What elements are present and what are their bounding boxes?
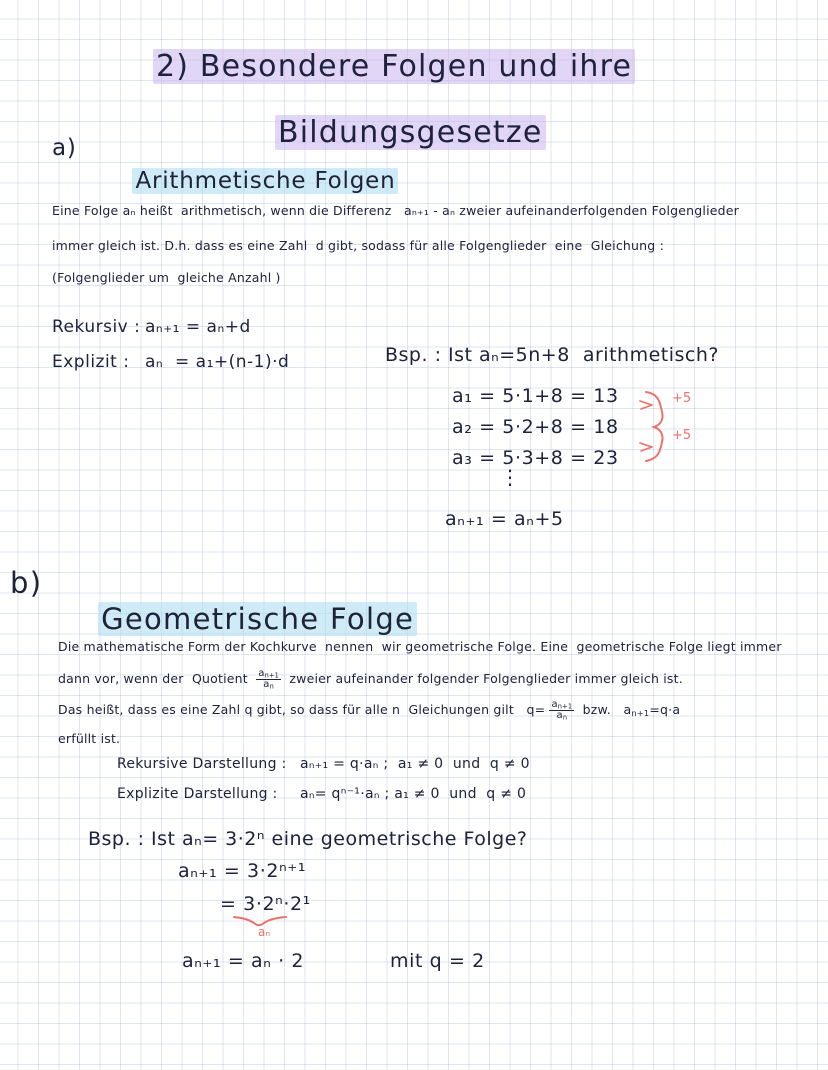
section-a-heading-highlight: Arithmetische Folgen [132, 168, 398, 194]
section-a-example-prompt: Bsp. : Ist aₙ=5n+8 arithmetisch? [385, 344, 719, 366]
section-b-definition-line-4: erfüllt ist. [58, 731, 121, 746]
section-b-heading [56, 565, 417, 674]
section-a-example-line-2: a₂ = 5·2+8 = 18 [452, 416, 619, 438]
section-b-example-line-1: aₙ₊₁ = 3·2ⁿ⁺¹ [178, 860, 307, 882]
section-b-label: b) [10, 566, 43, 600]
section-b-example-conclusion: aₙ₊₁ = aₙ · 2 [182, 950, 305, 972]
section-b-recursive-label: Rekursive Darstellung : [117, 756, 287, 772]
section-a-explicit-label: Explizit : [52, 352, 130, 372]
section-a-example-line-1: a₁ = 5·1+8 = 13 [452, 385, 619, 407]
red-brace-icon [646, 392, 663, 461]
section-a-vertical-dots: ⋮ [500, 465, 520, 489]
section-a-definition-line-3: (Folgenglieder um gleiche Anzahl ) [52, 270, 281, 285]
section-a-annotation-2: +5 [672, 428, 692, 443]
section-b-definition-line-3: Das heißt, dass es eine Zahl q gibt, so dass für alle n Gleichungen gilt q= $\frac{a_{n+1}}{a_n}$ bzw. $a_{n+1}=q\cdot a$ [58, 699, 681, 722]
fraction-an1-an: $\frac{a_{n+1}}{a_n}$ [258, 668, 280, 691]
section-a-recursive-formula: aₙ₊₁ = aₙ+d [145, 317, 251, 337]
section-b-example-line-2: = 3·2ⁿ·2¹ [220, 893, 311, 915]
section-a-example-line-3: a₃ = 5·3+8 = 23 [452, 447, 619, 469]
section-b-recursive-formula: aₙ₊₁ = q·aₙ ; a₁ ≠ 0 und q ≠ 0 [300, 756, 530, 772]
section-b-example-prompt: Bsp. : Ist aₙ= 3·2ⁿ eine geometrische Folge? [88, 828, 528, 850]
section-a-label: a) [52, 135, 77, 161]
section-b-example-conclusion-note: mit q = 2 [390, 950, 485, 972]
red-underbrace-icon [234, 917, 286, 925]
section-a-definition-line-1: Eine Folge aₙ heißt arithmetisch, wenn die Differenz aₙ₊₁ - aₙ zweier aufeinanderfolgenden Folgenglieder [52, 203, 740, 218]
section-b-definition-line-1: Die mathematische Form der Kochkurve nennen wir geometrische Folge. Eine geometrische Folge liegt immer [58, 639, 782, 654]
section-b-explicit-label: Explizite Darstellung : [117, 786, 278, 802]
title-highlight-2: Bildungsgesetze [275, 115, 546, 150]
section-a-annotation-1: +5 [672, 391, 692, 406]
section-a-definition-line-2: immer gleich ist. D.h. dass es eine Zahl d gibt, sodass für alle Folgenglieder eine Gleichung : [52, 238, 665, 253]
section-b-definition-line-2: dann vor, wenn der Quotient $\frac{a_{n+1}}{a_n}$ zweier aufeinander folgender Folgenglieder immer gleich ist. [58, 668, 683, 691]
section-b-heading-highlight: Geometrische Folge [98, 602, 417, 636]
section-a-recursive-label: Rekursiv : [52, 317, 141, 337]
section-a-explicit-formula: aₙ = a₁+(n-1)·d [145, 352, 290, 372]
red-arrow-1-icon [640, 401, 652, 409]
fraction-an1-an-2: $\frac{a_{n+1}}{a_n}$ [551, 699, 573, 722]
title-highlight-1: 2) Besondere Folgen und ihre [153, 49, 635, 84]
section-b-explicit-formula: aₙ= qⁿ⁻¹·aₙ ; a₁ ≠ 0 und q ≠ 0 [300, 786, 527, 802]
section-b-brace-label: aₙ [258, 925, 271, 939]
section-a-example-conclusion: aₙ₊₁ = aₙ+5 [445, 508, 564, 530]
red-arrow-2-icon [640, 443, 652, 451]
